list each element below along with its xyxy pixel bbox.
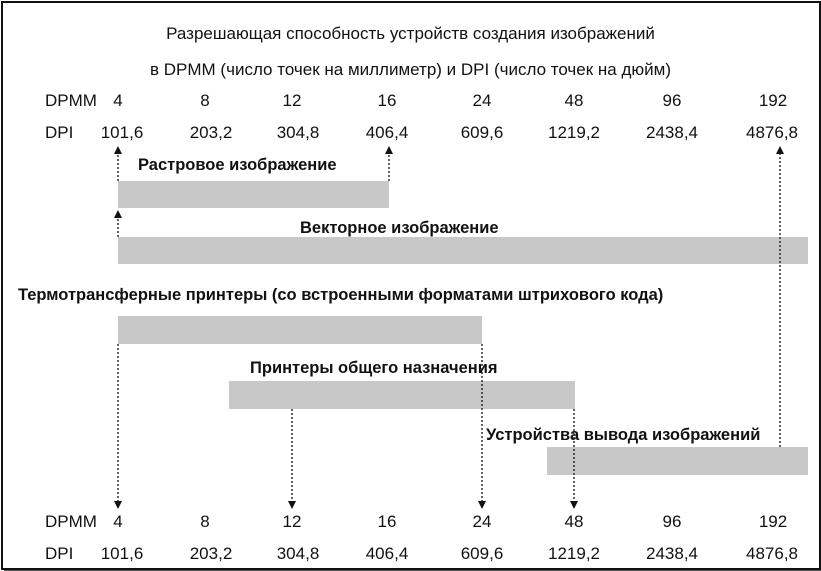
top-dpmm-label: DPMM <box>45 91 97 110</box>
top-dpmm-tick: 192 <box>758 91 788 110</box>
bottom-dpmm-tick: 12 <box>282 512 302 531</box>
bottom-dpmm-tick: 8 <box>200 512 210 531</box>
bottom-dpi-label: DPI <box>45 544 74 563</box>
bottom-dpi-tick: 304,8 <box>276 544 320 563</box>
raster-image-label: Растровое изображение <box>138 156 337 174</box>
thermal-printers-label: Термотрансферные принтеры (со встроенными форматами штрихового кода) <box>18 286 664 304</box>
title-line-2: в DPMM (число точек на миллиметр) и DPI (число точек на дюйм) <box>150 60 671 79</box>
top-dpi-tick: 4876,8 <box>746 123 798 142</box>
top-dpmm-tick: 4 <box>113 91 123 110</box>
top-dpi-tick: 406,4 <box>365 123 409 142</box>
vector-image-label: Векторное изображение <box>300 219 499 237</box>
top-dpi-tick: 609,6 <box>460 123 504 142</box>
top-dpmm-tick: 12 <box>282 91 302 110</box>
vector-image-bar <box>118 237 808 264</box>
top-dpi-label: DPI <box>45 123 74 142</box>
bottom-dpi-tick: 203,2 <box>189 544 233 563</box>
top-dpi-tick: 304,8 <box>276 123 320 142</box>
bottom-dpi-tick: 101,6 <box>100 544 144 563</box>
bottom-dpi-tick: 4876,8 <box>746 544 798 563</box>
bottom-dpmm-tick: 192 <box>758 512 788 531</box>
top-dpmm-tick: 24 <box>472 91 492 110</box>
bottom-dpmm-label: DPMM <box>45 512 97 531</box>
bottom-dpmm-tick: 4 <box>113 512 123 531</box>
general-printers-label: Принтеры общего назначения <box>250 359 498 377</box>
bottom-dpmm-tick: 24 <box>472 512 492 531</box>
image-output-devices-label: Устройства вывода изображений <box>486 426 761 444</box>
bottom-dpi-tick: 1219,2 <box>548 544 600 563</box>
title-line-1: Разрешающая способность устройств создания изображений <box>166 24 655 43</box>
top-dpi-tick: 101,6 <box>100 123 144 142</box>
top-dpi-tick: 2438,4 <box>646 123 698 142</box>
bottom-dpmm-tick: 96 <box>662 512 682 531</box>
top-dpmm-tick: 16 <box>377 91 397 110</box>
thermal-printers-bar <box>118 316 482 344</box>
raster-image-bar <box>118 181 389 208</box>
top-dpi-tick: 1219,2 <box>548 123 600 142</box>
top-dpi-tick: 203,2 <box>189 123 233 142</box>
top-dpmm-tick: 8 <box>200 91 210 110</box>
bottom-dpi-tick: 609,6 <box>460 544 504 563</box>
bottom-dpmm-tick: 16 <box>377 512 397 531</box>
top-dpmm-tick: 96 <box>662 91 682 110</box>
bottom-dpi-tick: 2438,4 <box>646 544 698 563</box>
bottom-dpi-tick: 406,4 <box>365 544 409 563</box>
top-dpmm-tick: 48 <box>564 91 584 110</box>
general-printers-bar <box>229 381 575 409</box>
bottom-dpmm-tick: 48 <box>564 512 584 531</box>
image-output-devices-bar <box>547 447 808 475</box>
